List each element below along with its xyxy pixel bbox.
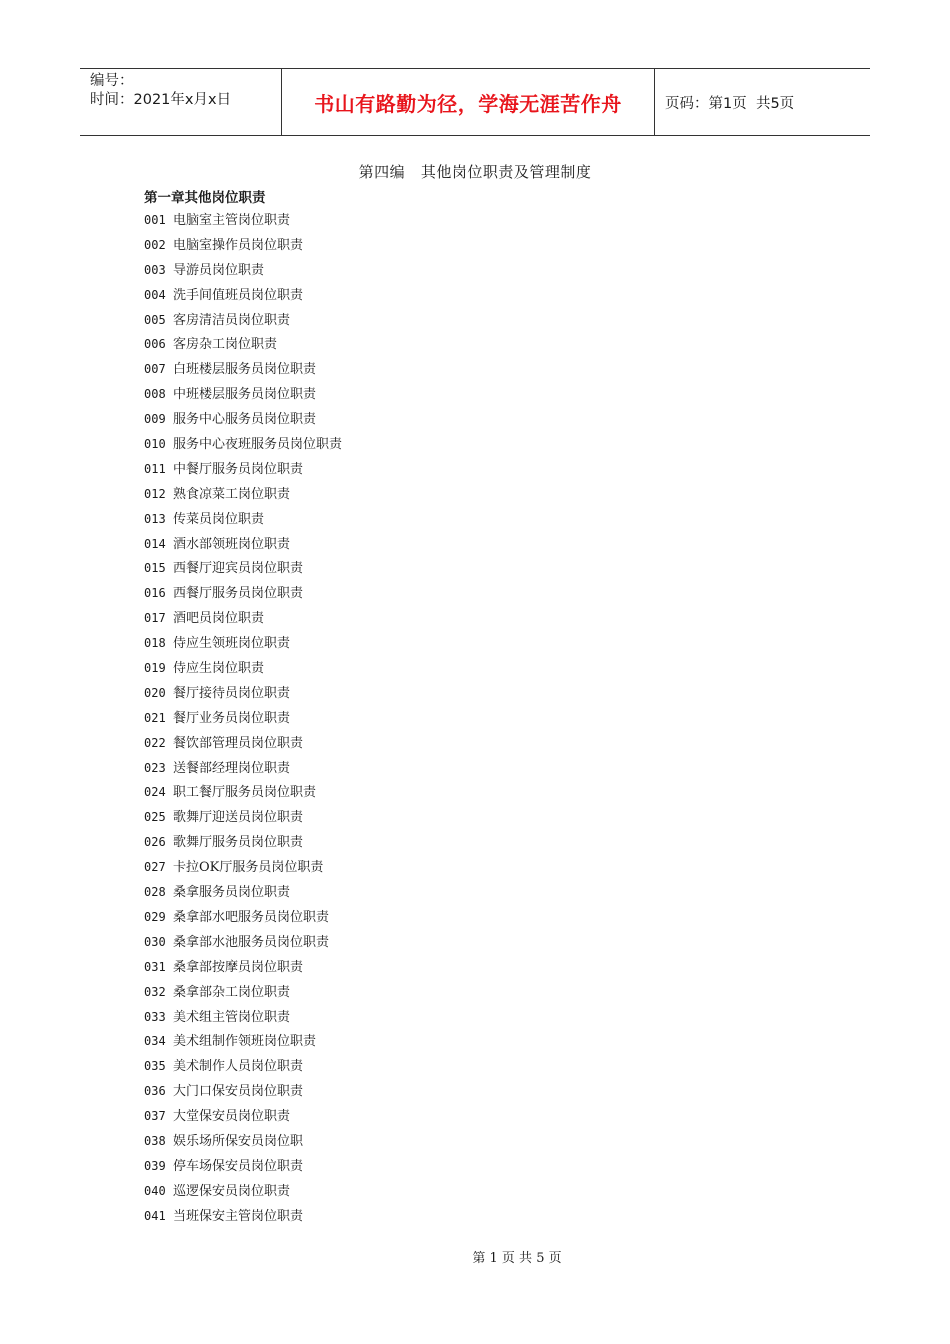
toc-item <box>144 332 342 357</box>
toc-item-number: 036 <box>144 1084 166 1099</box>
document-header <box>80 68 870 136</box>
toc-item-number: 005 <box>144 312 166 327</box>
toc-item <box>144 1204 342 1229</box>
toc-item <box>144 283 342 308</box>
toc-item <box>144 1154 342 1179</box>
toc-item <box>144 631 342 656</box>
toc-item-number: 029 <box>144 909 166 924</box>
toc-item-number: 021 <box>144 710 166 725</box>
toc-item-label: 美术组主管岗位职责 <box>173 1009 291 1025</box>
toc-item <box>144 258 342 283</box>
toc-item-number: 017 <box>144 611 166 626</box>
toc-item-number: 031 <box>144 959 166 974</box>
toc-item-number: 033 <box>144 1009 166 1024</box>
toc-item-number: 014 <box>144 536 166 551</box>
toc-item-label: 大门口保安员岗位职责 <box>173 1084 304 1100</box>
toc-item-number: 023 <box>144 760 166 775</box>
toc-item-number: 041 <box>144 1208 166 1223</box>
toc-item-label: 餐饮部管理员岗位职责 <box>173 735 304 751</box>
toc-item-label: 送餐部经理岗位职责 <box>173 760 291 776</box>
toc-item-label: 导游员岗位职责 <box>173 262 265 278</box>
toc-item <box>144 656 342 681</box>
toc-item-label: 职工餐厅服务员岗位职责 <box>173 785 317 801</box>
toc-item <box>144 930 342 955</box>
toc-item-number: 034 <box>144 1034 166 1049</box>
toc-item <box>144 905 342 930</box>
toc-item <box>144 581 342 606</box>
toc-item-label: 巡逻保安员岗位职责 <box>173 1183 291 1199</box>
toc-item-label: 电脑室主管岗位职责 <box>173 213 291 228</box>
toc-item-number: 019 <box>144 661 166 676</box>
toc-item <box>144 1104 342 1129</box>
toc-item-number: 007 <box>144 362 166 377</box>
page-footer: 第 1 页 共 5 页 <box>472 1251 562 1266</box>
toc-item <box>144 556 342 581</box>
toc-item-number: 015 <box>144 561 166 576</box>
toc-item-label: 服务中心服务员岗位职责 <box>173 412 317 428</box>
toc-item-number: 018 <box>144 636 166 651</box>
toc-item-number: 032 <box>144 984 166 999</box>
toc-item <box>144 208 342 233</box>
toc-item-number: 001 <box>144 213 166 227</box>
toc-item-number: 024 <box>144 785 166 800</box>
toc-item-number: 012 <box>144 486 166 501</box>
toc-item-number: 040 <box>144 1183 166 1198</box>
toc-item <box>144 955 342 980</box>
toc-item-label: 侍应生领班岗位职责 <box>173 636 291 652</box>
toc-item-label: 当班保安主管岗位职责 <box>173 1208 304 1224</box>
toc-item-label: 桑拿部水吧服务员岗位职责 <box>173 909 330 925</box>
toc-item-number: 003 <box>144 262 166 277</box>
toc-item <box>144 805 342 830</box>
toc-item <box>144 756 342 781</box>
toc-item-label: 服务中心夜班服务员岗位职责 <box>173 437 343 453</box>
toc-item <box>144 482 342 507</box>
toc-item-label: 西餐厅迎宾员岗位职责 <box>173 561 304 577</box>
toc-item-label: 大堂保安员岗位职责 <box>173 1109 291 1125</box>
toc-item-label: 中班楼层服务员岗位职责 <box>173 387 317 403</box>
toc-item-number: 013 <box>144 511 166 526</box>
toc-item <box>144 1179 342 1204</box>
toc-item <box>144 407 342 432</box>
toc-item-number: 022 <box>144 735 166 750</box>
chapter-heading: 第一章其他岗位职责 <box>144 190 266 206</box>
toc-item-label: 歌舞厅服务员岗位职责 <box>173 835 304 851</box>
header-meta <box>80 69 282 135</box>
toc-item <box>144 606 342 631</box>
toc-item <box>144 507 342 532</box>
toc-item-label: 客房杂工岗位职责 <box>173 337 278 353</box>
toc-item-number: 009 <box>144 412 166 427</box>
toc-item-number: 025 <box>144 810 166 825</box>
toc-item <box>144 432 342 457</box>
toc-item <box>144 457 342 482</box>
toc-list <box>144 208 342 1229</box>
toc-item-number: 010 <box>144 437 166 452</box>
toc-item-label: 客房清洁员岗位职责 <box>173 312 291 328</box>
toc-item-label: 美术制作人员岗位职责 <box>173 1059 304 1075</box>
toc-item-number: 039 <box>144 1158 166 1173</box>
toc-item-label: 电脑室操作员岗位职责 <box>173 237 304 253</box>
toc-item <box>144 706 342 731</box>
toc-item-number: 027 <box>144 860 166 875</box>
toc-item-label: 中餐厅服务员岗位职责 <box>173 461 304 477</box>
toc-item-number: 020 <box>144 685 166 700</box>
toc-item-label: 洗手间值班员岗位职责 <box>173 287 304 303</box>
toc-item-label: 传菜员岗位职责 <box>173 511 265 527</box>
toc-item-label: 酒吧员岗位职责 <box>173 611 265 627</box>
toc-item-number: 026 <box>144 835 166 850</box>
toc-item-number: 011 <box>144 461 166 476</box>
toc-item-label: 侍应生岗位职责 <box>173 661 265 677</box>
toc-item-number: 038 <box>144 1133 166 1148</box>
toc-item <box>144 681 342 706</box>
toc-item-number: 035 <box>144 1059 166 1074</box>
toc-item-label: 桑拿服务员岗位职责 <box>173 885 291 901</box>
toc-item-label: 桑拿部水池服务员岗位职责 <box>173 934 330 950</box>
toc-item-number: 004 <box>144 287 166 302</box>
toc-item <box>144 1005 342 1030</box>
toc-item <box>144 780 342 805</box>
toc-item-label: 停车场保安员岗位职责 <box>173 1158 304 1174</box>
toc-item <box>144 1079 342 1104</box>
header-motto: 书山有路勤为径，学海无涯苦作舟 <box>282 69 655 135</box>
toc-item-number: 030 <box>144 934 166 949</box>
toc-item <box>144 357 342 382</box>
toc-item-label: 餐厅业务员岗位职责 <box>173 710 291 726</box>
header-page-info <box>655 69 870 135</box>
toc-item-label: 卡拉OK厅服务员岗位职责 <box>173 860 324 876</box>
toc-item-number: 006 <box>144 337 166 352</box>
toc-item <box>144 532 342 557</box>
toc-item <box>144 830 342 855</box>
toc-item <box>144 233 342 258</box>
toc-item <box>144 731 342 756</box>
toc-item-label: 歌舞厅迎送员岗位职责 <box>173 810 304 826</box>
toc-item-number: 028 <box>144 885 166 900</box>
serial-number-label: 编号： <box>90 73 134 89</box>
toc-item-label: 白班楼层服务员岗位职责 <box>173 362 317 378</box>
toc-item <box>144 880 342 905</box>
toc-item <box>144 855 342 880</box>
toc-item <box>144 382 342 407</box>
toc-item-number: 002 <box>144 237 166 252</box>
document-title: 第四编 其他岗位职责及管理制度 <box>358 163 592 181</box>
toc-item <box>144 1129 342 1154</box>
toc-item-number: 016 <box>144 586 166 601</box>
toc-item-number: 037 <box>144 1109 166 1124</box>
date-label: 时间：2021年x月x日 <box>90 92 232 108</box>
toc-item <box>144 1029 342 1054</box>
toc-item-number: 008 <box>144 387 166 402</box>
toc-item-label: 熟食凉菜工岗位职责 <box>173 486 291 502</box>
toc-item <box>144 1054 342 1079</box>
toc-item <box>144 980 342 1005</box>
toc-item-label: 娱乐场所保安员岗位职 <box>173 1133 304 1149</box>
toc-item-label: 餐厅接待员岗位职责 <box>173 685 291 701</box>
toc-item <box>144 308 342 333</box>
toc-item-label: 酒水部领班岗位职责 <box>173 536 291 552</box>
toc-item-label: 桑拿部按摩员岗位职责 <box>173 959 304 975</box>
page-info-text: 页码：第1页 共5页 <box>665 95 795 112</box>
toc-item-label: 西餐厅服务员岗位职责 <box>173 586 304 602</box>
toc-item-label: 桑拿部杂工岗位职责 <box>173 984 291 1000</box>
toc-item-label: 美术组制作领班岗位职责 <box>173 1034 317 1050</box>
